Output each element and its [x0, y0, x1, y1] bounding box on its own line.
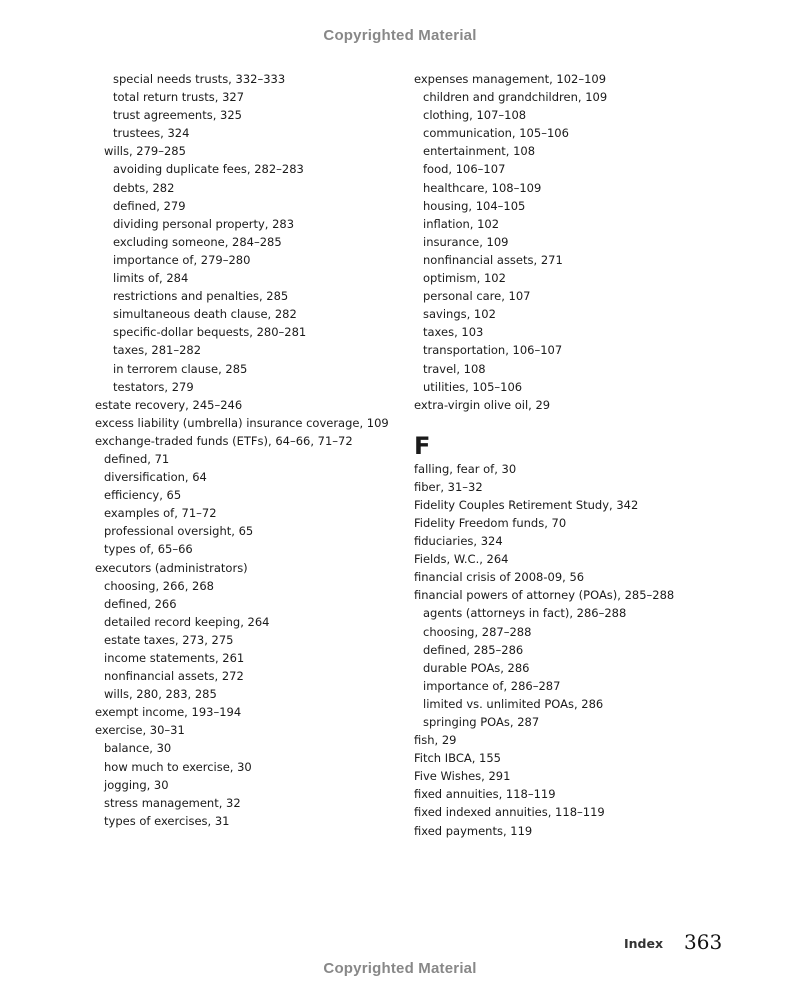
index-subentry: wills, 280, 283, 285 [104, 687, 217, 702]
index-subentry: limited vs. unlimited POAs, 286 [423, 696, 604, 711]
index-subentry: in terrorem clause, 285 [113, 361, 248, 376]
index-subentry: detailed record keeping, 264 [104, 614, 270, 629]
index-subentry: trustees, 324 [113, 126, 190, 141]
index-entry: exempt income, 193–194 [95, 705, 242, 720]
index-entry: financial powers of attorney (POAs), 285–288 [414, 588, 675, 603]
index-column-right [414, 72, 734, 842]
index-subentry: utilities, 105–106 [423, 379, 523, 394]
index-subentry: savings, 102 [423, 307, 496, 322]
index-column-left [95, 72, 395, 832]
index-subentry: restrictions and penalties, 285 [113, 289, 289, 304]
index-subentry: dividing personal property, 283 [113, 216, 295, 231]
index-subentry: types of exercises, 31 [104, 813, 230, 828]
index-entry: excess liability (umbrella) insurance coverage, 109 [95, 415, 389, 430]
index-subentry: income statements, 261 [104, 651, 245, 665]
index-entry: exchange-traded funds (ETFs), 64–66, 71–72 [95, 433, 353, 448]
section-letter: F [414, 431, 431, 460]
index-subentry: stress management, 32 [104, 795, 241, 810]
index-entry: falling, fear of, 30 [414, 461, 517, 476]
index-entry: Fields, W.C., 264 [414, 552, 509, 567]
index-subentry: simultaneous death clause, 282 [113, 307, 297, 322]
index-subentry: defined, 279 [113, 198, 186, 213]
page-number: 363 [684, 930, 723, 954]
index-subentry: agents (attorneys in fact), 286–288 [423, 606, 627, 621]
index-subentry: testators, 279 [113, 379, 194, 394]
index-entry: Fitch IBCA, 155 [414, 751, 501, 766]
index-subentry: special needs trusts, 332–333 [113, 72, 286, 86]
index-subentry: defined, 266 [104, 596, 177, 611]
index-entry: extra-virgin olive oil, 29 [414, 397, 551, 412]
index-subentry: clothing, 107–108 [423, 108, 527, 123]
index-subentry: choosing, 287–288 [423, 624, 532, 639]
index-subentry: insurance, 109 [423, 234, 509, 249]
index-subentry: travel, 108 [423, 361, 486, 376]
index-entry: fixed payments, 119 [414, 823, 533, 838]
index-entry: Five Wishes, 291 [414, 769, 511, 784]
index-entry: fiduciaries, 324 [414, 534, 503, 549]
index-subentry: importance of, 286–287 [423, 678, 561, 693]
index-subentry: importance of, 279–280 [113, 252, 251, 267]
index-entry: fixed annuities, 118–119 [414, 787, 556, 802]
index-subentry: excluding someone, 284–285 [113, 234, 282, 249]
index-subentry: choosing, 266, 268 [104, 578, 214, 593]
index-subentry: nonfinancial assets, 271 [423, 252, 563, 267]
index-entry: Fidelity Couples Retirement Study, 342 [414, 497, 639, 512]
watermark-bottom: Copyrighted Material [323, 960, 477, 977]
index-subentry: inflation, 102 [423, 216, 500, 231]
index-subentry: healthcare, 108–109 [423, 180, 542, 195]
index-entry: fish, 29 [414, 733, 457, 748]
index-subentry: examples of, 71–72 [104, 506, 217, 521]
index-subentry: food, 106–107 [423, 162, 506, 177]
index-entry: exercise, 30–31 [95, 723, 185, 738]
index-entry: fixed indexed annuities, 118–119 [414, 805, 605, 820]
index-subentry: debts, 282 [113, 180, 175, 195]
index-entry: Fidelity Freedom funds, 70 [414, 515, 567, 530]
index-subentry: limits of, 284 [113, 271, 189, 286]
footer-section-label: Index [624, 936, 664, 951]
index-subentry: diversification, 64 [104, 470, 207, 485]
index-subentry: nonfinancial assets, 272 [104, 669, 244, 684]
index-entry: fiber, 31–32 [414, 479, 483, 494]
watermark-top: Copyrighted Material [323, 27, 477, 44]
index-entry: expenses management, 102–109 [414, 72, 607, 86]
index-subentry: communication, 105–106 [423, 126, 569, 141]
index-subentry: defined, 71 [104, 451, 170, 466]
index-subentry: total return trusts, 327 [113, 90, 245, 105]
index-entry: financial crisis of 2008-09, 56 [414, 570, 585, 585]
index-subentry: efficiency, 65 [104, 488, 182, 503]
index-subentry: avoiding duplicate fees, 282–283 [113, 162, 304, 177]
index-subentry: children and grandchildren, 109 [423, 90, 608, 105]
index-subentry: taxes, 103 [423, 325, 484, 340]
index-subentry: types of, 65–66 [104, 542, 193, 557]
index-subentry: springing POAs, 287 [423, 715, 540, 729]
index-subentry: wills, 279–285 [104, 144, 186, 159]
index-subentry: optimism, 102 [423, 271, 506, 286]
index-subentry: professional oversight, 65 [104, 524, 254, 539]
index-subentry: estate taxes, 273, 275 [104, 632, 234, 647]
index-subentry: housing, 104–105 [423, 198, 526, 213]
index-subentry: jogging, 30 [104, 777, 169, 792]
index-subentry: personal care, 107 [423, 289, 531, 304]
index-subentry: how much to exercise, 30 [104, 759, 252, 774]
index-subentry: taxes, 281–282 [113, 343, 202, 358]
index-subentry: defined, 285–286 [423, 642, 524, 657]
index-subentry: specific-dollar bequests, 280–281 [113, 325, 307, 340]
index-subentry: balance, 30 [104, 741, 172, 756]
index-subentry: entertainment, 108 [423, 144, 536, 159]
index-subentry: transportation, 106–107 [423, 343, 563, 358]
index-entry: estate recovery, 245–246 [95, 397, 243, 412]
index-subentry: durable POAs, 286 [423, 660, 530, 675]
index-subentry: trust agreements, 325 [113, 108, 242, 123]
index-entry: executors (administrators) [95, 560, 248, 575]
